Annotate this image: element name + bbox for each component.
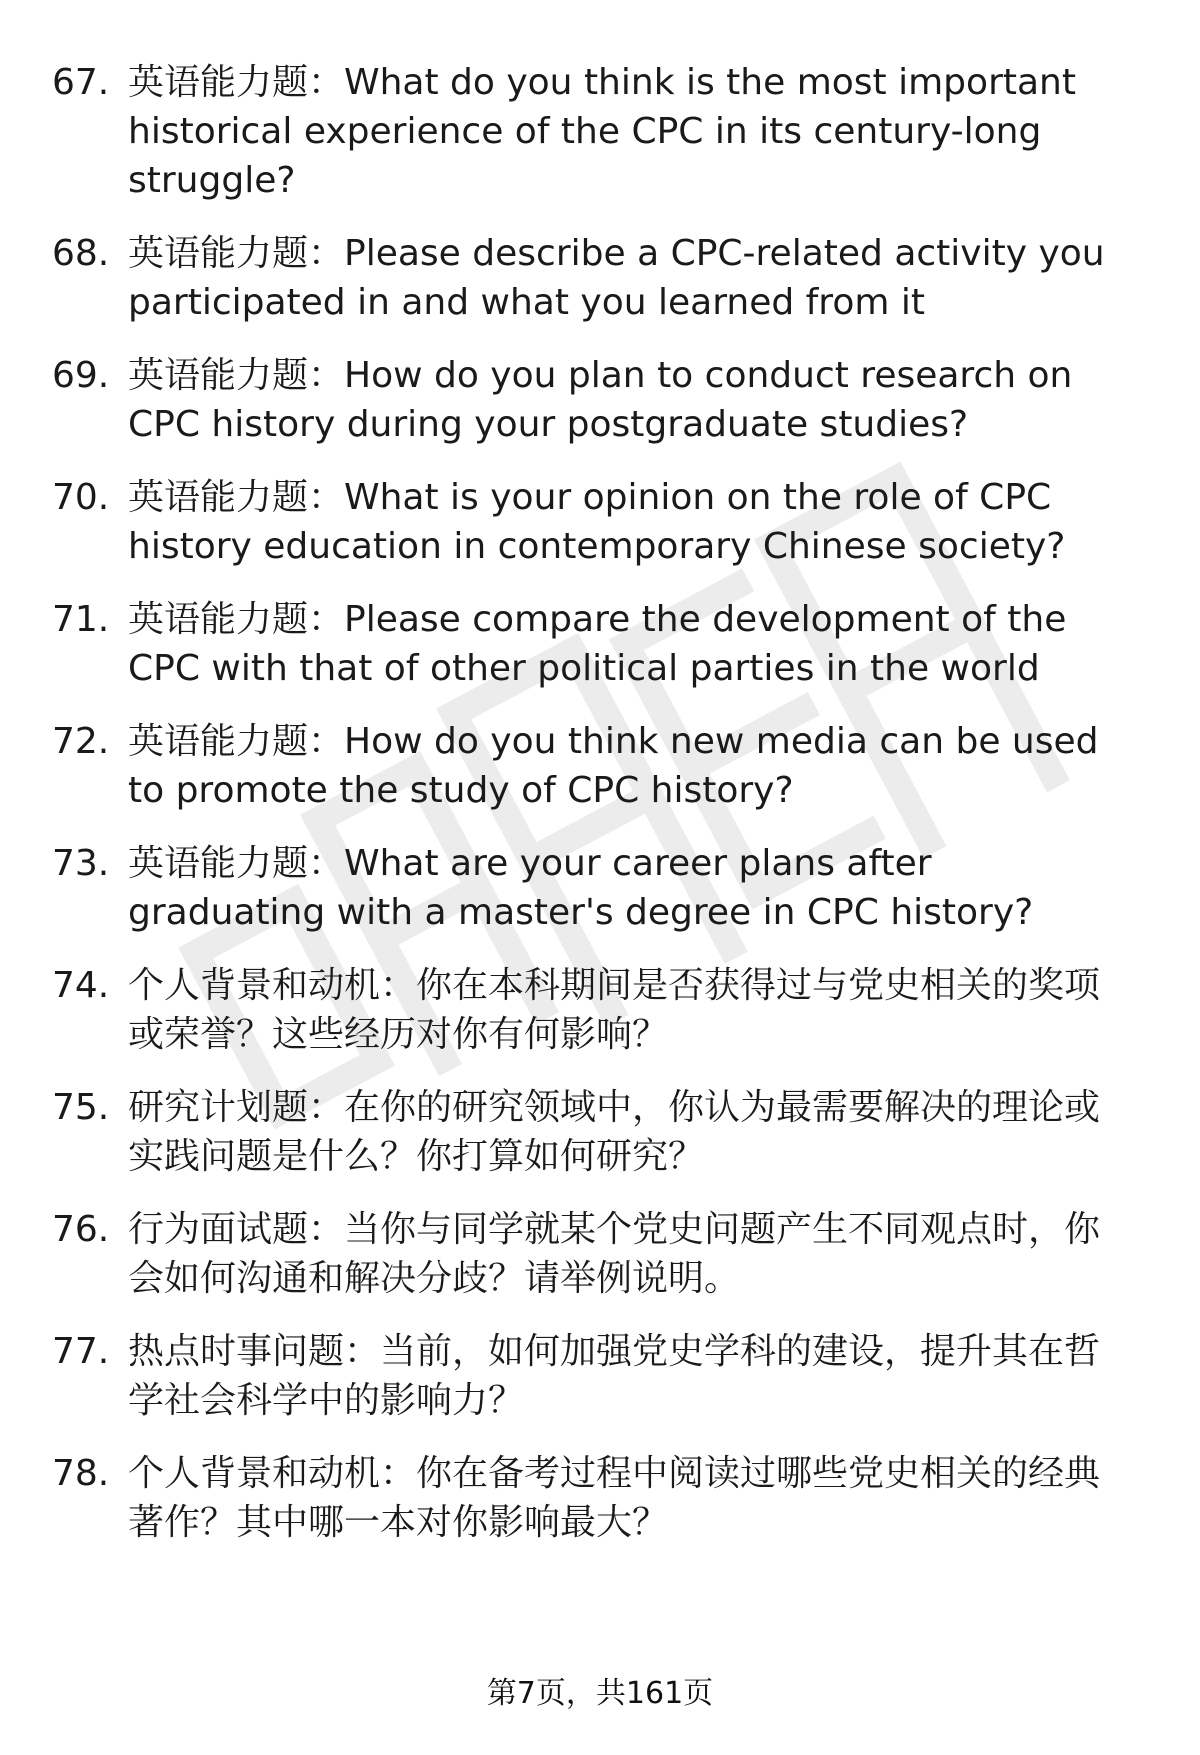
question-item <box>52 839 1152 937</box>
question-number: 75. <box>52 1087 110 1128</box>
question-text: 英语能力题：How do you plan to conduct research on CPC history during your postgraduate studies? <box>128 355 1073 445</box>
question-text: 英语能力题：Please describe a CPC-related activity you participated in and what you learned from it <box>128 233 1105 323</box>
question-number: 77. <box>52 1331 110 1372</box>
question-text: 行为面试题：当你与同学就某个党史问题产生不同观点时，你会如何沟通和解决分歧？请举例说明。 <box>128 1209 1101 1299</box>
question-item <box>52 351 1152 449</box>
question-item <box>52 58 1152 205</box>
question-number: 72. <box>52 721 110 762</box>
question-number: 73. <box>52 843 110 884</box>
question-number: 67. <box>52 62 110 103</box>
question-text: 英语能力题：Please compare the development of the CPC with that of other political parties in the world <box>128 599 1067 689</box>
question-number: 76. <box>52 1209 110 1250</box>
question-list <box>52 58 1152 1571</box>
question-item <box>52 1327 1152 1425</box>
question-text: 英语能力题：What is your opinion on the role of CPC history education in contemporary Chinese society? <box>128 477 1066 567</box>
question-item <box>52 1083 1152 1181</box>
question-number: 68. <box>52 233 110 274</box>
question-number: 69. <box>52 355 110 396</box>
page-footer: 第7页，共161页 <box>486 1676 714 1711</box>
question-item <box>52 961 1152 1059</box>
question-item <box>52 717 1152 815</box>
question-item <box>52 1449 1152 1547</box>
question-text: 英语能力题：What do you think is the most important historical experience of the CPC in its century-long struggle? <box>128 62 1076 201</box>
question-text: 个人背景和动机：你在备考过程中阅读过哪些党史相关的经典著作？其中哪一本对你影响最大？ <box>128 1453 1101 1543</box>
question-number: 74. <box>52 965 110 1006</box>
question-number: 71. <box>52 599 110 640</box>
question-number: 78. <box>52 1453 110 1494</box>
question-item <box>52 229 1152 327</box>
question-item <box>52 473 1152 571</box>
question-item <box>52 1205 1152 1303</box>
question-number: 70. <box>52 477 110 518</box>
question-text: 个人背景和动机：你在本科期间是否获得过与党史相关的奖项或荣誉？这些经历对你有何影响？ <box>128 965 1101 1055</box>
question-item <box>52 595 1152 693</box>
question-text: 研究计划题：在你的研究领域中，你认为最需要解决的理论或实践问题是什么？你打算如何研究？ <box>128 1087 1101 1177</box>
question-text: 热点时事问题：当前，如何加强党史学科的建设，提升其在哲学社会科学中的影响力？ <box>128 1331 1101 1421</box>
question-text: 英语能力题：What are your career plans after graduating with a master's degree in CPC history? <box>128 843 1034 933</box>
question-text: 英语能力题：How do you think new media can be used to promote the study of CPC history? <box>128 721 1099 811</box>
